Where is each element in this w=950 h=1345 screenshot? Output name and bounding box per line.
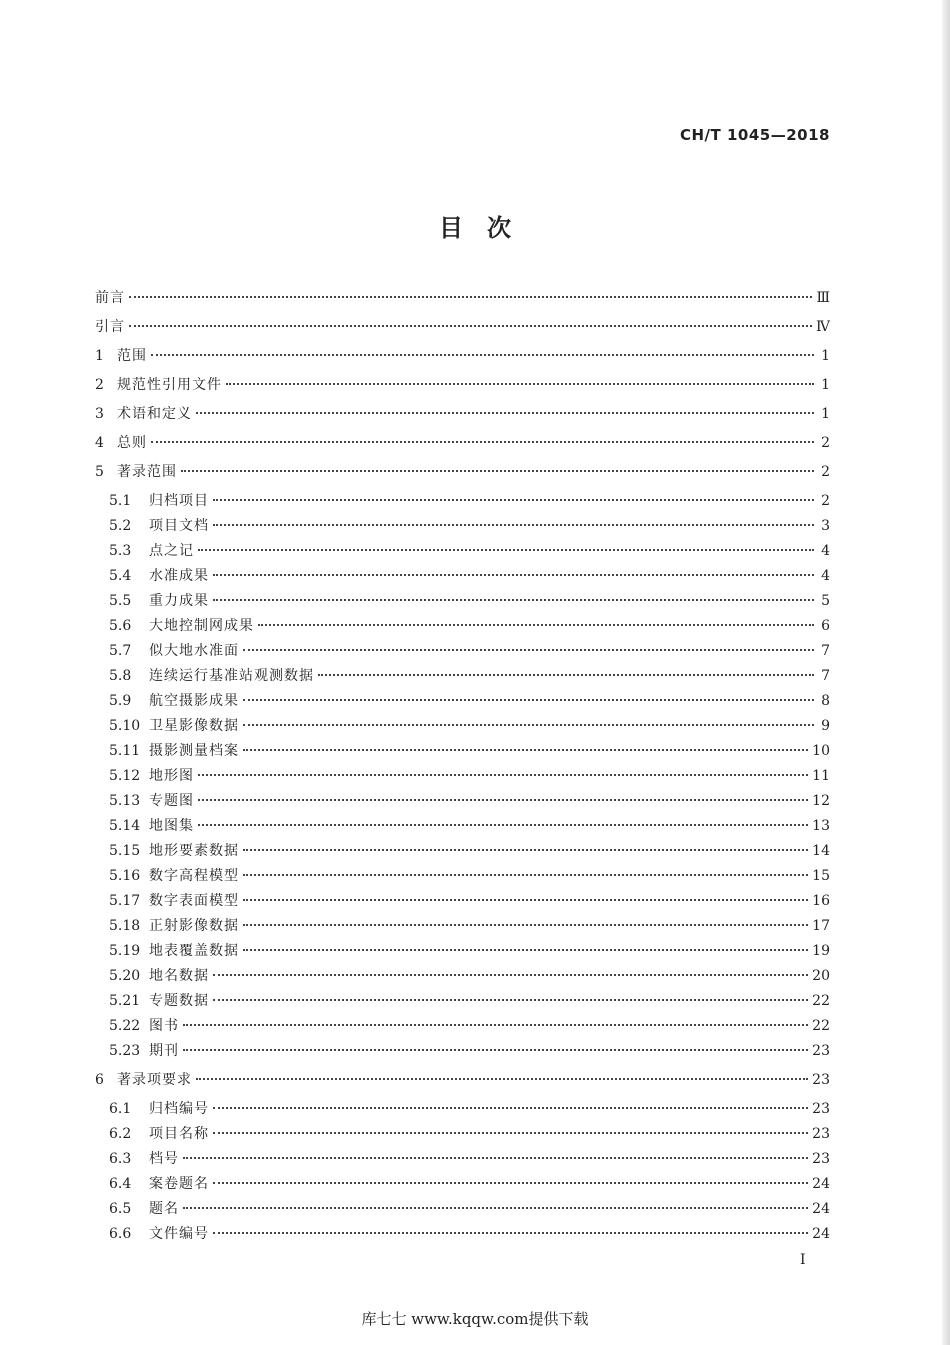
dot-leader [151,354,814,356]
toc-entry-title: 引言 [95,319,125,335]
toc-entry-page: 23 [812,1043,830,1059]
toc-entry[interactable] [95,692,830,710]
toc-entry-page: 1 [821,348,830,364]
dot-leader [213,574,814,576]
toc-entry-page: 9 [821,718,830,734]
dot-leader [129,325,812,327]
standard-code: CH/T 1045—2018 [680,126,830,144]
toc-entry-title: 摄影测量档案 [149,743,239,759]
toc-entry-title: 著录项要求 [117,1072,192,1088]
dot-leader [213,1182,808,1184]
dot-leader [213,524,814,526]
toc-entry[interactable] [95,289,830,307]
toc-entry-title: 水准成果 [149,568,209,584]
toc-entry[interactable] [95,1150,830,1168]
toc-entry[interactable] [95,1225,830,1243]
toc-entry-page: 6 [821,618,830,634]
toc-entry[interactable] [95,1175,830,1193]
dot-leader [243,849,808,851]
toc-entry[interactable] [95,717,830,735]
dot-leader [243,724,814,726]
toc-entry-number: 6.6 [109,1226,132,1242]
toc-entry-title: 规范性引用文件 [117,377,222,393]
toc-entry-page: 22 [812,993,830,1009]
toc-entry-number: 5.22 [109,1018,141,1034]
toc-entry[interactable] [95,318,830,336]
toc-entry-title: 期刊 [149,1043,179,1059]
toc-entry-title: 地形图 [149,768,194,784]
dot-leader [129,296,812,298]
toc-entry-number: 6.5 [109,1201,132,1217]
toc-entry-number: 6.4 [109,1176,132,1192]
toc-entry-title: 航空摄影成果 [149,693,239,709]
dot-leader [243,649,814,651]
toc-entry-page: 2 [821,464,830,480]
toc-entry[interactable] [95,347,830,365]
toc-entry-number: 5.23 [109,1043,141,1059]
toc-entry-title: 点之记 [149,543,194,559]
toc-entry[interactable] [95,492,830,510]
toc-entry-title: 总则 [117,435,147,451]
dot-leader [213,599,814,601]
toc-entry[interactable] [95,542,830,560]
toc-entry[interactable] [95,567,830,585]
toc-entry-number: 5.8 [109,668,132,684]
dot-leader [198,549,814,551]
dot-leader [181,470,814,472]
toc-entry-title: 地图集 [149,818,194,834]
toc-entry-title: 案卷题名 [149,1176,209,1192]
toc-entry-title: 题名 [149,1201,179,1217]
toc-entry[interactable] [95,1071,830,1089]
toc-entry[interactable] [95,463,830,481]
toc-entry-title: 专题图 [149,793,194,809]
toc-entry-number: 5.3 [109,543,132,559]
table-of-contents [95,284,830,1243]
toc-entry-number: 6.2 [109,1126,132,1142]
toc-entry-page: Ⅲ [816,290,830,306]
toc-entry-page: 24 [812,1176,830,1192]
toc-entry-number: 5.1 [109,493,132,509]
toc-entry[interactable] [95,992,830,1010]
toc-entry-page: 23 [812,1151,830,1167]
toc-entry-number: 5.17 [109,893,141,909]
toc-entry[interactable] [95,817,830,835]
toc-entry-number: 5.10 [109,718,141,734]
toc-entry-page: 3 [821,518,830,534]
toc-entry[interactable] [95,667,830,685]
toc-entry-page: 22 [812,1018,830,1034]
dot-leader [183,1024,808,1026]
dot-leader [243,699,814,701]
toc-entry-title: 前言 [95,290,125,306]
toc-entry-title: 数字高程模型 [149,868,239,884]
toc-entry-title: 卫星影像数据 [149,718,239,734]
toc-entry-number: 5.5 [109,593,132,609]
toc-entry-number: 5.7 [109,643,132,659]
toc-entry-page: 4 [821,568,830,584]
toc-entry-title: 地形要素数据 [149,843,239,859]
toc-entry[interactable] [95,1042,830,1060]
dot-leader [183,1157,808,1159]
toc-entry-number: 5.20 [109,968,141,984]
dot-leader [198,824,808,826]
toc-entry-page: 2 [821,435,830,451]
toc-entry[interactable] [95,792,830,810]
toc-entry-title: 项目文档 [149,518,209,534]
dot-leader [183,1049,808,1051]
dot-leader [213,974,808,976]
toc-entry-page: 13 [812,818,830,834]
toc-entry[interactable] [95,767,830,785]
dot-leader [198,774,808,776]
scan-edge [942,0,950,1345]
dot-leader [213,499,814,501]
toc-entry[interactable] [95,376,830,394]
toc-entry[interactable] [95,592,830,610]
toc-entry-title: 似大地水准面 [149,643,239,659]
toc-entry-title: 连续运行基准站观测数据 [149,668,314,684]
dot-leader [226,383,814,385]
toc-entry-number: 5.6 [109,618,132,634]
toc-entry-number: 5.19 [109,943,141,959]
toc-entry-page: 23 [812,1072,830,1088]
toc-entry-number: 5.2 [109,518,132,534]
toc-entry-number: 6.3 [109,1151,132,1167]
toc-entry[interactable] [95,434,830,452]
toc-entry-title: 专题数据 [149,993,209,1009]
dot-leader [318,674,814,676]
toc-entry-number: 5.15 [109,843,141,859]
toc-entry[interactable] [95,405,830,423]
dot-leader [243,924,808,926]
dot-leader [243,899,808,901]
dot-leader [198,799,808,801]
page-title: 目 次 [439,213,511,242]
toc-entry-page: 7 [821,668,830,684]
toc-entry-page: 15 [812,868,830,884]
toc-entry-number: 5.13 [109,793,141,809]
toc-entry-title: 地名数据 [149,968,209,984]
toc-entry-title: 范围 [117,348,147,364]
dot-leader [196,412,814,414]
toc-entry-page: 24 [812,1201,830,1217]
toc-entry[interactable] [95,867,830,885]
toc-entry-page: 24 [812,1226,830,1242]
dot-leader [213,1107,808,1109]
toc-entry-number: 5.4 [109,568,132,584]
toc-entry-title: 档号 [149,1151,179,1167]
toc-entry-page: 4 [821,543,830,559]
dot-leader [196,1078,808,1080]
dot-leader [243,874,808,876]
toc-entry-title: 文件编号 [149,1226,209,1242]
toc-entry-title: 归档编号 [149,1101,209,1117]
toc-entry-title: 术语和定义 [117,406,192,422]
toc-entry-number: 5.12 [109,768,141,784]
toc-entry-page: 5 [821,593,830,609]
toc-entry-page: 11 [812,768,830,784]
toc-entry-page: 7 [821,643,830,659]
toc-entry-title: 项目名称 [149,1126,209,1142]
toc-entry-number: 5.11 [109,743,141,759]
toc-entry-title: 大地控制网成果 [149,618,254,634]
toc-entry-number: 4 [95,435,104,451]
toc-entry-title: 重力成果 [149,593,209,609]
dot-leader [151,441,814,443]
toc-entry-number: 6 [95,1072,104,1088]
toc-entry-page: 8 [821,693,830,709]
dot-leader [213,1232,808,1234]
toc-entry-page: 10 [812,743,830,759]
dot-leader [243,749,808,751]
toc-entry[interactable] [95,1125,830,1143]
toc-entry-number: 5.18 [109,918,141,934]
toc-entry-number: 5.9 [109,693,132,709]
toc-entry-number: 5.14 [109,818,141,834]
toc-entry[interactable] [95,842,830,860]
toc-entry-title: 图书 [149,1018,179,1034]
download-watermark: 库七七 www.kqqw.com提供下载 [361,1310,589,1328]
toc-entry[interactable] [95,517,830,535]
toc-entry[interactable] [95,942,830,960]
toc-entry-title: 数字表面模型 [149,893,239,909]
toc-entry-page: 1 [821,377,830,393]
toc-entry-page: 12 [812,793,830,809]
toc-entry-page: 14 [812,843,830,859]
toc-entry-number: 5 [95,464,104,480]
toc-entry-page: 17 [812,918,830,934]
toc-entry-number: 6.1 [109,1101,132,1117]
toc-entry[interactable] [95,617,830,635]
toc-entry-number: 5.21 [109,993,141,1009]
toc-entry[interactable] [95,1017,830,1035]
toc-entry-title: 著录范围 [117,464,177,480]
toc-entry-page: 23 [812,1126,830,1142]
toc-entry[interactable] [95,1100,830,1118]
dot-leader [258,624,814,626]
toc-entry-page: 16 [812,893,830,909]
toc-entry[interactable] [95,642,830,660]
toc-entry-page: 1 [821,406,830,422]
toc-entry-title: 正射影像数据 [149,918,239,934]
toc-entry[interactable] [95,917,830,935]
toc-entry-number: 1 [95,348,104,364]
toc-entry[interactable] [95,1200,830,1218]
toc-entry[interactable] [95,967,830,985]
toc-entry-number: 5.16 [109,868,141,884]
toc-entry[interactable] [95,742,830,760]
page-number: I [800,1252,806,1268]
toc-entry-page: 23 [812,1101,830,1117]
toc-entry-page: 20 [812,968,830,984]
dot-leader [243,949,808,951]
toc-entry-title: 地表覆盖数据 [149,943,239,959]
toc-entry[interactable] [95,892,830,910]
toc-entry-number: 3 [95,406,104,422]
toc-entry-page: 2 [821,493,830,509]
dot-leader [213,1132,808,1134]
dot-leader [183,1207,808,1209]
toc-entry-page: 19 [812,943,830,959]
toc-entry-page: Ⅳ [816,319,830,335]
toc-entry-number: 2 [95,377,104,393]
toc-entry-title: 归档项目 [149,493,209,509]
dot-leader [213,999,808,1001]
